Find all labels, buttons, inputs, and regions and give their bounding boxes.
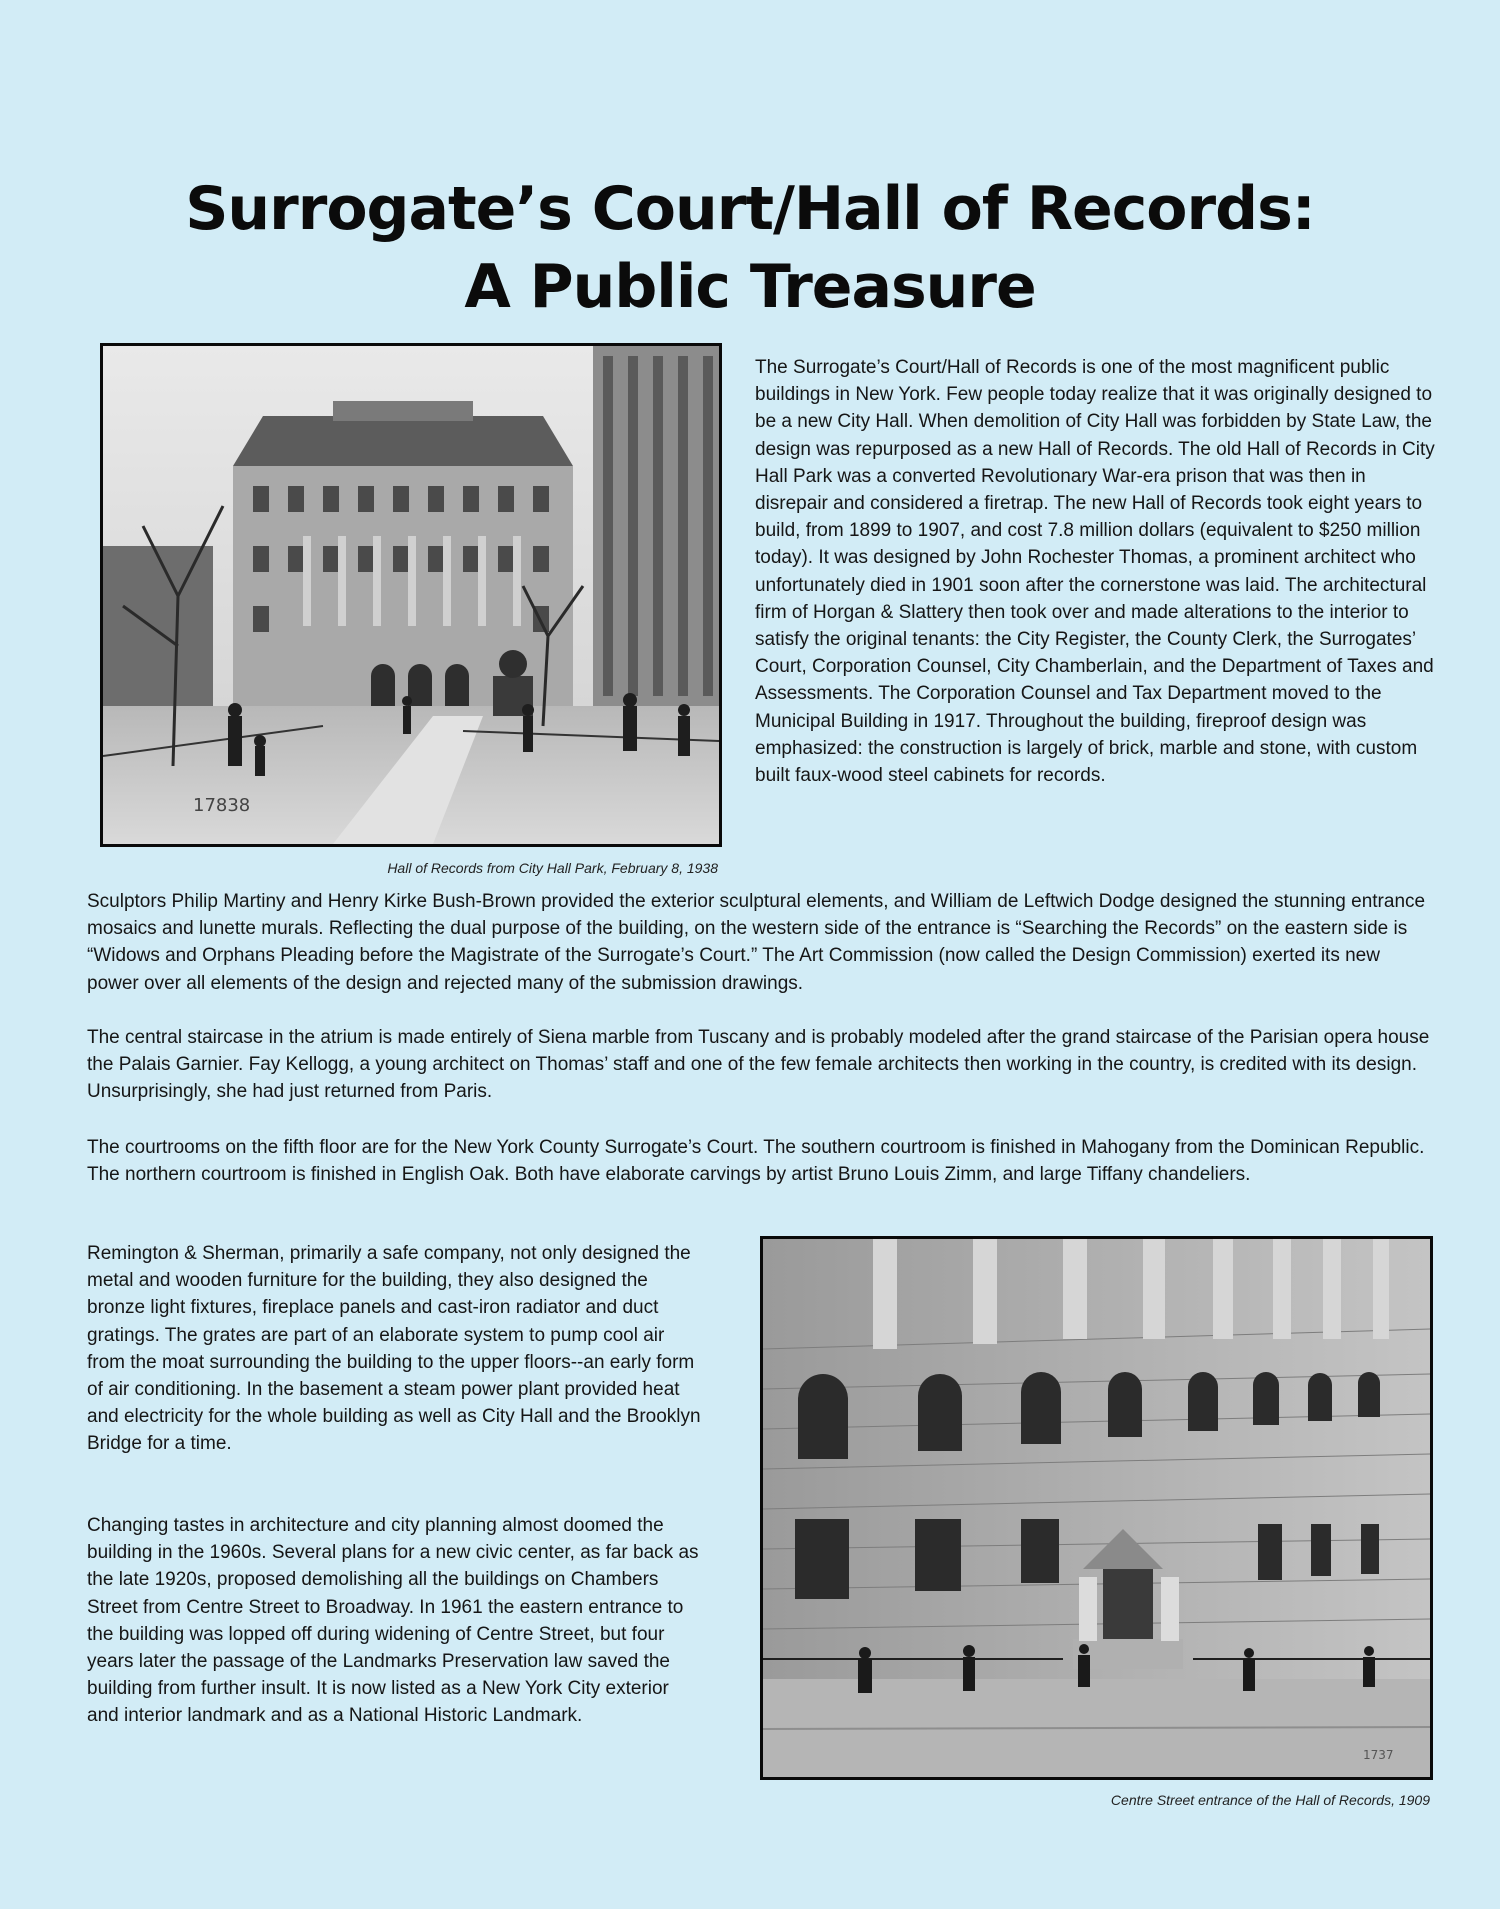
photo-2-illustration <box>763 1239 1430 1777</box>
page-title <box>0 170 1500 326</box>
photo-1-illustration <box>103 346 719 844</box>
paragraph-changing: Changing tastes in architecture and city planning almost doomed the building in the 1960s. Several plans for a new civic center, as far back as the late 1920s, proposed demolishing all the buildings on Chambers Street from Centre Street to Broadway. In 1961 the eastern entrance to the building was lopped off during widening of Centre Street, but four years later the passage of the Landmarks Preservation law saved the building from further insult. It is now listed as a New York City exterior and interior landmark and as a National Historic Landmark. <box>87 1515 699 1727</box>
paragraph-intro: The Surrogate’s Court/Hall of Records is one of the most magnificent public buildings in New York. Few people today realize that it was originally designed to be a new City Hall. When demolition of City Hall was forbidden by State Law, the design was repurposed as a new Hall of Records. The old Hall of Records in City Hall Park was a converted Revolutionary War-era prison that was then in disrepair and considered a firetrap. The new Hall of Records took eight years to build, from 1899 to 1907, and cost 7.8 million dollars (equivalent to $250 million today). It was designed by John Rochester Thomas, a prominent architect who unfortunately died in 1901 soon after the cornerstone was laid. The architectural firm of Horgan & Slattery then took over and made alterations to the interior to satisfy the original tenants: the City Register, the County Clerk, the Surrogates’ Court, Corporation Counsel, City Chamberlain, and the Department of Taxes and Assessments. The Corporation Counsel and Tax Department moved to the Municipal Building in 1917. Throughout the building, fireproof design was emphasized: the construction is largely of brick, marble and stone, with custom built faux-wood steel cabinets for records. <box>755 357 1435 787</box>
photo-1-stamp: 17838 <box>193 795 251 816</box>
page-title-line-2: A Public Treasure <box>464 252 1036 323</box>
photo-2-caption: Centre Street entrance of the Hall of Records, 1909 <box>1110 1792 1430 1808</box>
photo-centre-street-entrance <box>760 1236 1433 1780</box>
photo-1-caption: Hall of Records from City Hall Park, February 8, 1938 <box>387 860 718 876</box>
paragraph-remington: Remington & Sherman, primarily a safe company, not only designed the metal and wooden furniture for the building, they also designed the bronze light fixtures, fireplace panels and cast-iron radiator and duct gratings. The grates are part of an elaborate system to pump cool air from the moat surrounding the building to the upper floors--an early form of air conditioning. In the basement a steam power plant provided heat and electricity for the whole building as well as City Hall and the Brooklyn Bridge for a time. <box>87 1243 701 1455</box>
photo-hall-of-records-city-hall-park <box>100 343 722 847</box>
page-title-line-1: Surrogate’s Court/Hall of Records: <box>185 174 1315 245</box>
paragraph-sculptors: Sculptors Philip Martiny and Henry Kirke Bush-Brown provided the exterior sculptural elements, and William de Leftwich Dodge designed the stunning entrance mosaics and lunette murals. Reflecting the dual purpose of the building, on the western side of the entrance is “Searching the Records” on the eastern side is “Widows and Orphans Pleading before the Magistrate of the Surrogate’s Court.” The Art Commission (now called the Design Commission) exerted its new power over all elements of the design and rejected many of the submission drawings. <box>87 891 1426 994</box>
photo-2-stamp: 1737 <box>1363 1748 1394 1762</box>
paragraph-staircase: The central staircase in the atrium is made entirely of Siena marble from Tuscany and is probably modeled after the grand staircase of the Parisian opera house the Palais Garnier. Fay Kellogg, a young architect on Thomas’ staff and one of the few female architects then working in the country, is credited with its design. Unsurprisingly, she had just returned from Paris. <box>87 1027 1430 1103</box>
paragraph-courtrooms: The courtrooms on the fifth floor are for the New York County Surrogate’s Court. The southern courtroom is finished in Mahogany from the Dominican Republic. The northern courtroom is finished in English Oak. Both have elaborate carvings by artist Bruno Louis Zimm, and large Tiffany chandeliers. <box>87 1137 1425 1186</box>
